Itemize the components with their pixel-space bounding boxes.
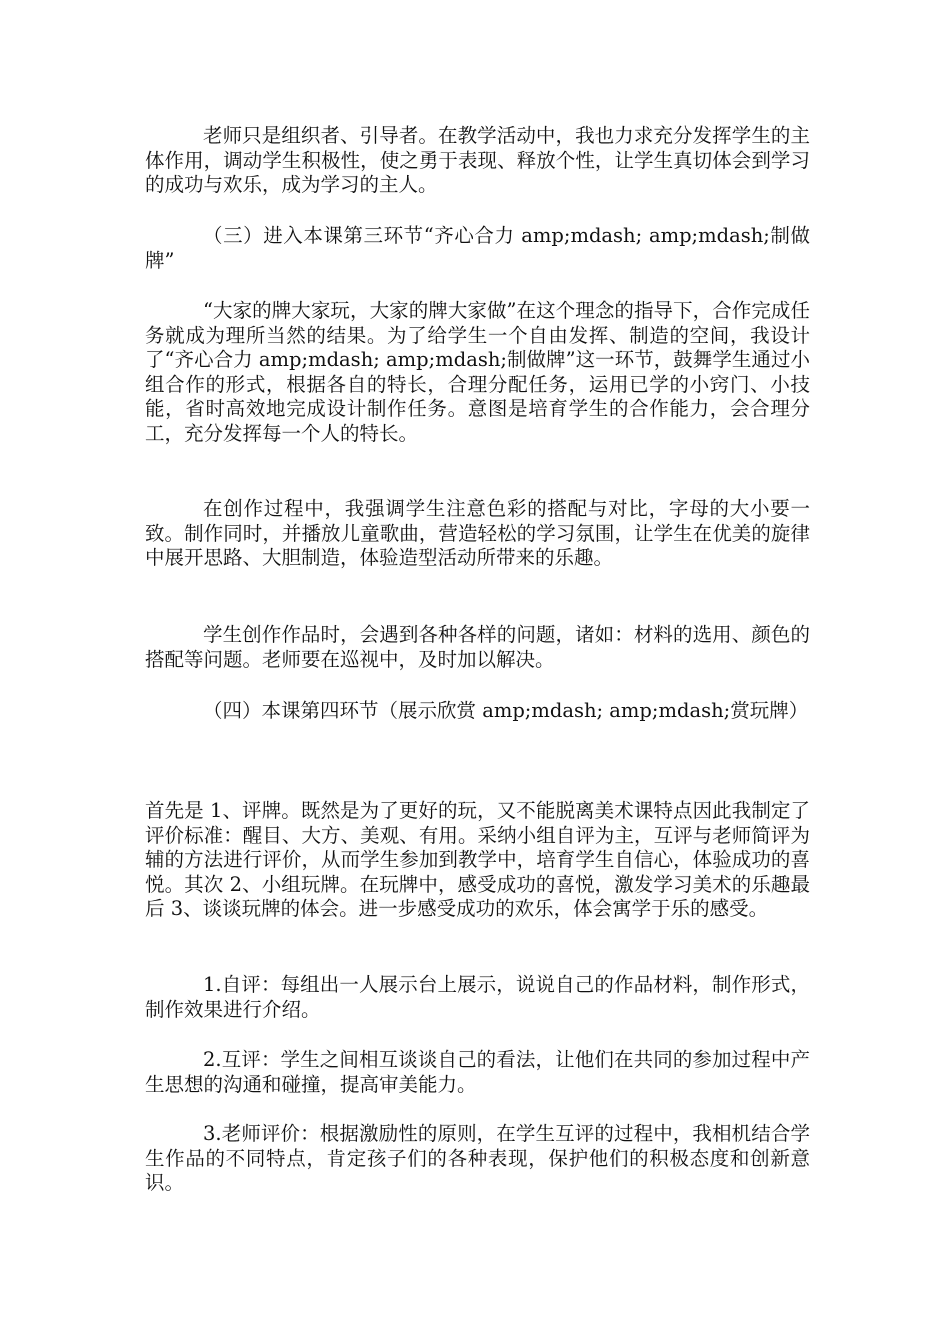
paragraph-creation-process: 在创作过程中，我强调学生注意色彩的搭配与对比，字母的大小要一致。制作同时，并播放儿童歌曲，营造轻松的学习氛围，让学生在优美的旋律中展开思路、大胆制造，体验造型活动所带来的乐趣。: [145, 497, 810, 569]
paragraph-evaluation-overview: 首先是 1、评牌。既然是为了更好的玩，又不能脱离美术课特点因此我制定了评价标准：醒目、大方、美观、有用。采纳小组自评为主，互评与老师简评为辅的方法进行评价，从而学生参加到教学中，培育学生自信心，体验成功的喜悦。其次 2、小组玩牌。在玩牌中，感受成功的喜悦，激发学习美术的乐趣最后 3、谈谈玩牌的体会。进一步感受成功的欢乐，体会寓学于乐的感受。: [145, 799, 810, 920]
paragraph-self-evaluation: 1.自评：每组出一人展示台上展示，说说自己的作品材料，制作形式，制作效果进行介绍。: [145, 973, 810, 1021]
paragraph-cooperation: “大家的牌大家玩，大家的牌大家做”在这个理念的指导下，合作完成任务就成为理所当然的结果。为了给学生一个自由发挥、制造的空间，我设计了“齐心合力 amp;mdash; amp;mdash;制做牌”这一环节，鼓舞学生通过小组合作的形式，根据各自的特长，合理分配任务，运用已学的小窍门、小技能，省时高效地完成设计制作任务。意图是培育学生的合作能力，会合理分工，充分发挥每一个人的特长。: [145, 299, 810, 445]
paragraph-teacher-evaluation: 3.老师评价：根据激励性的原则，在学生互评的过程中，我相机结合学生作品的不同特点，肯定孩子们的各种表现，保护他们的积极态度和创新意识。: [145, 1122, 810, 1194]
paragraph-peer-evaluation: 2.互评：学生之间相互谈谈自己的看法，让他们在共同的参加过程中产生思想的沟通和碰撞，提高审美能力。: [145, 1048, 810, 1096]
section-heading-three: （三）进入本课第三环节“齐心合力 amp;mdash; amp;mdash;制做牌”: [145, 224, 810, 272]
section-heading-four: （四）本课第四环节（展示欣赏 amp;mdash; amp;mdash;赏玩牌）: [203, 699, 809, 722]
paragraph-teacher-role: 老师只是组织者、引导者。在教学活动中，我也力求充分发挥学生的主体作用，调动学生积极性，使之勇于表现、释放个性，让学生真切体会到学习的成功与欢乐，成为学习的主人。: [145, 124, 810, 196]
paragraph-problems: 学生创作作品时，会遇到各种各样的问题，诸如：材料的选用、颜色的搭配等问题。老师要在巡视中，及时加以解决。: [145, 623, 810, 671]
